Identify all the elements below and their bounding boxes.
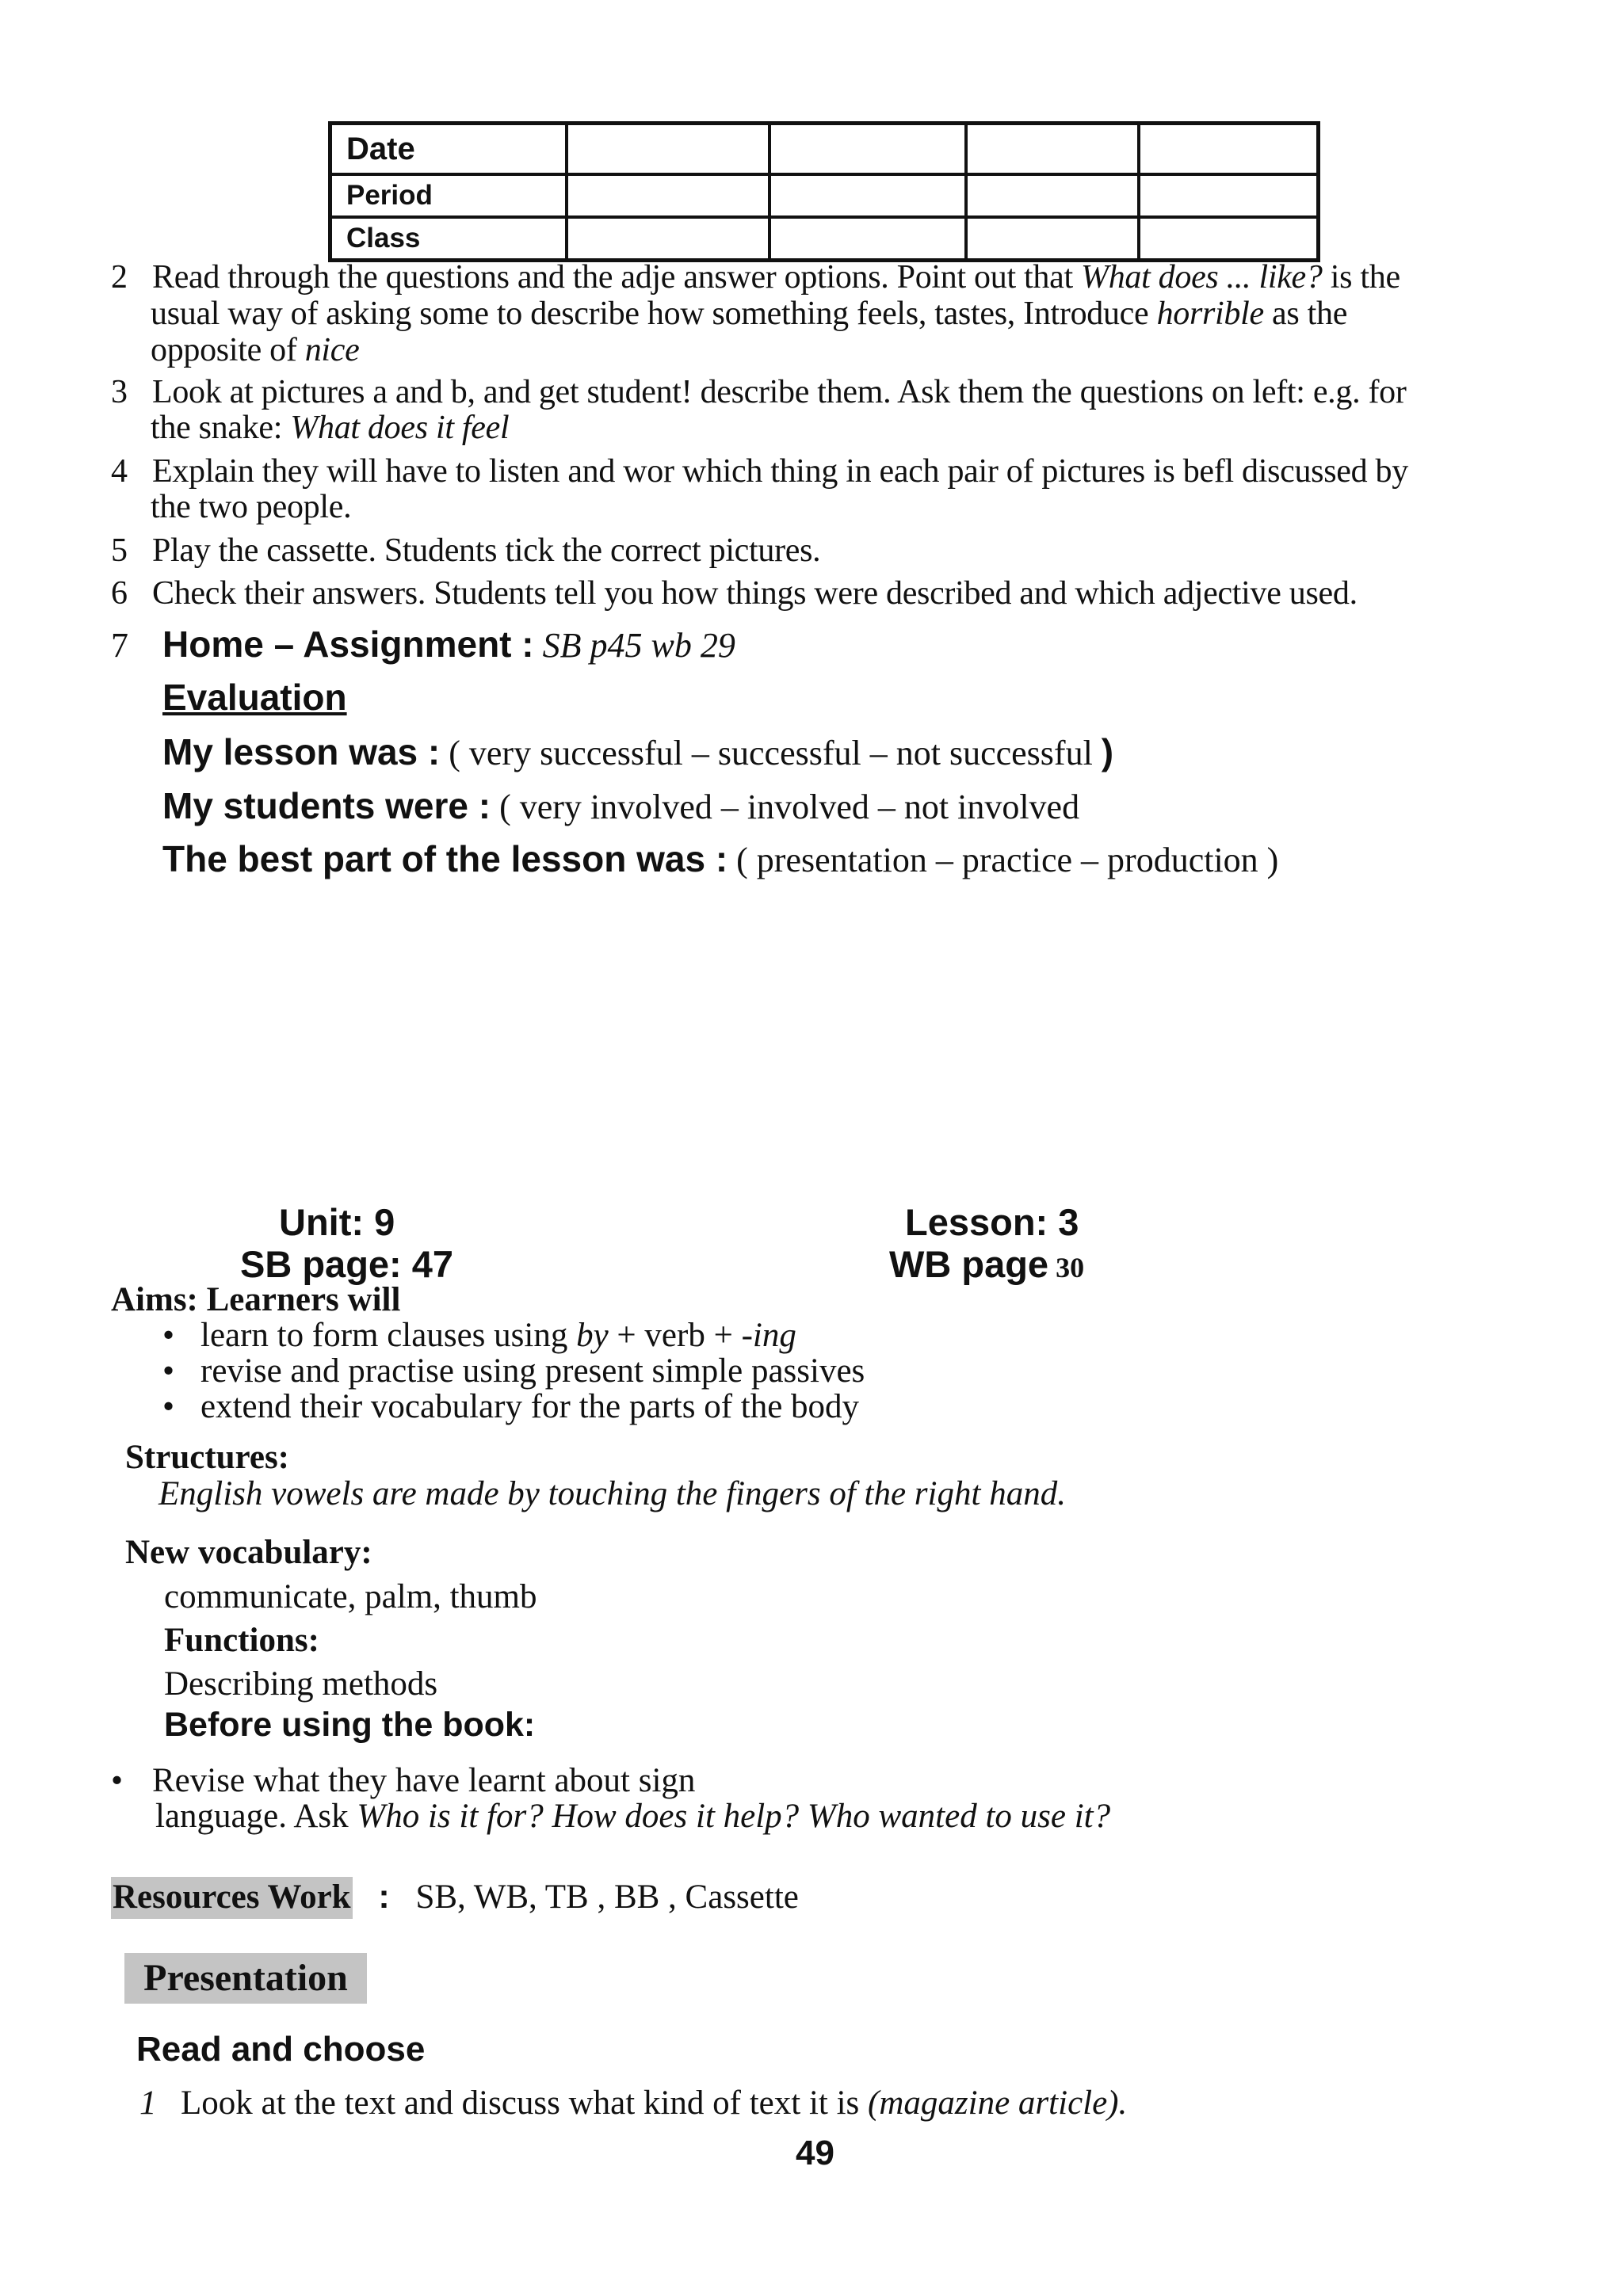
table-cell [769, 124, 966, 175]
before-book-text: Revise what they have learnt about sign [152, 1762, 696, 1799]
bullet-icon: • [111, 1762, 124, 1799]
date-label: Date [330, 124, 567, 175]
step-text-italic: nice [304, 332, 360, 368]
evaluation-lesson-value: ( very successful – successful – not successful [440, 734, 1102, 772]
functions-text: Describing methods [164, 1665, 438, 1703]
aims-item-1 [162, 1318, 796, 1353]
evaluation-students-label: My students were : [162, 785, 491, 826]
resources-value: SB, WB, TB , BB , Cassette [415, 1878, 799, 1916]
page-number: 49 [796, 2134, 834, 2172]
table-cell [567, 217, 769, 261]
resources-colon: : [378, 1878, 390, 1916]
step-6 [111, 576, 1358, 612]
step-number: 1 [139, 2084, 157, 2122]
structures-text: English vowels are made by touching the fingers of the right hand. [158, 1475, 1066, 1512]
lesson-number: Lesson: 3 [905, 1201, 1079, 1243]
bullet-icon: • [162, 1317, 175, 1354]
step-text: Look at pictures a and b, and get student! describe them. Ask them the questions on left: e.g. for [152, 374, 1407, 410]
step-text-italic: What does it feel [290, 410, 510, 446]
evaluation-lesson-label: My lesson was : [162, 731, 441, 772]
aims-text: learn to form clauses using [200, 1317, 577, 1354]
table-cell [966, 124, 1139, 175]
step-2-line-2 [151, 296, 1347, 332]
before-book-line-1 [111, 1763, 695, 1798]
evaluation-best-part [162, 837, 1278, 880]
step-text-italic: horrible [1156, 296, 1264, 332]
before-book-heading: Before using the book: [164, 1706, 536, 1744]
table-cell [567, 174, 769, 217]
step-number: 7 [111, 626, 128, 665]
unit-number: Unit: 9 [279, 1201, 395, 1243]
step-text: as the [1263, 296, 1348, 332]
home-assignment-value: SB p45 wb 29 [542, 626, 735, 665]
step-text-italic: What does ... like? [1081, 259, 1323, 296]
bullet-icon: • [162, 1388, 175, 1425]
aims-text: revise and practise using present simple passives [200, 1352, 865, 1390]
step-text: the snake: [151, 410, 291, 446]
aims-text-italic: -ing [741, 1317, 796, 1354]
header-table [328, 121, 1320, 262]
aims-item-3 [162, 1389, 859, 1425]
table-cell [966, 217, 1139, 261]
table-cell [769, 217, 966, 261]
aims-text: extend their vocabulary for the parts of the body [200, 1388, 860, 1425]
aims-text-italic: by [576, 1317, 609, 1354]
evaluation-lesson [162, 730, 1113, 773]
table-cell [1139, 217, 1319, 261]
aims-heading: Aims: Learners will [111, 1281, 401, 1318]
step-text: is the [1322, 259, 1400, 296]
wb-page [889, 1242, 1084, 1286]
step-5 [111, 533, 820, 569]
step-text: Check their answers. Students tell you how things were described and which adjective used. [152, 575, 1358, 612]
step-number: 3 [111, 374, 128, 410]
new-vocabulary-heading: New vocabulary: [125, 1534, 372, 1571]
step-number: 2 [111, 259, 128, 296]
evaluation-best-value: ( presentation – practice – production ) [727, 841, 1279, 879]
functions-heading: Functions: [164, 1622, 319, 1659]
evaluation-lesson-close: ) [1101, 731, 1114, 772]
step-text: Read through the questions and the adje answer options. Point out that [152, 259, 1082, 296]
evaluation-students-value: ( very involved – involved – not involved [491, 788, 1080, 826]
step-2 [111, 260, 1400, 296]
table-cell [1139, 124, 1319, 175]
table-cell [966, 174, 1139, 217]
presentation-step-text: Look at the text and discuss what kind of text it is [181, 2084, 869, 2122]
step-number: 6 [111, 575, 128, 612]
wb-page-label: WB page [889, 1243, 1049, 1285]
step-number: 5 [111, 532, 128, 569]
home-assignment-label: Home – Assignment : [162, 624, 534, 665]
evaluation-students [162, 784, 1079, 827]
before-book-text: language. Ask [155, 1798, 357, 1835]
presentation-step-text-italic: (magazine article). [868, 2084, 1128, 2122]
wb-page-value: 30 [1048, 1252, 1085, 1283]
step-number: 4 [111, 453, 128, 490]
step-3 [111, 375, 1407, 410]
resources-label: Resources Work [111, 1877, 353, 1919]
class-label: Class [330, 217, 567, 261]
step-text: Play the cassette. Students tick the correct pictures. [152, 532, 821, 569]
step-text: the two people. [151, 489, 352, 525]
aims-item-2 [162, 1353, 865, 1389]
step-text: opposite of [151, 332, 305, 368]
table-cell [567, 124, 769, 175]
resources-line [111, 1879, 799, 1915]
table-cell [1139, 174, 1319, 217]
presentation-step-1 [139, 2085, 1127, 2121]
read-and-choose-heading: Read and choose [136, 2030, 426, 2069]
step-4-line-2 [151, 490, 351, 525]
table-row [330, 124, 1319, 175]
before-book-text-italic: Who is it for? How does it help? Who wanted to use it? [357, 1798, 1111, 1835]
step-text: Explain they will have to listen and wor which thing in each pair of pictures is befl discussed by [152, 453, 1408, 490]
presentation-heading: Presentation [124, 1953, 367, 2004]
step-3-line-2 [151, 410, 509, 446]
bullet-icon: • [162, 1352, 175, 1390]
home-assignment [111, 623, 735, 666]
aims-text: + verb + [608, 1317, 742, 1354]
table-row [330, 174, 1319, 217]
structures-heading: Structures: [125, 1439, 290, 1476]
evaluation-best-label: The best part of the lesson was : [162, 838, 728, 879]
step-4 [111, 454, 1408, 490]
sb-page: SB page: 47 [240, 1243, 454, 1285]
table-row [330, 217, 1319, 261]
new-vocabulary-text: communicate, palm, thumb [164, 1578, 537, 1615]
before-book-line-2 [155, 1798, 1110, 1834]
evaluation-heading-text: Evaluation [162, 677, 347, 718]
period-label: Period [330, 174, 567, 217]
step-2-line-3 [151, 333, 359, 368]
evaluation-heading [162, 676, 347, 719]
table-cell [769, 174, 966, 217]
step-text: usual way of asking some to describe how something feels, tastes, Introduce [151, 296, 1157, 332]
